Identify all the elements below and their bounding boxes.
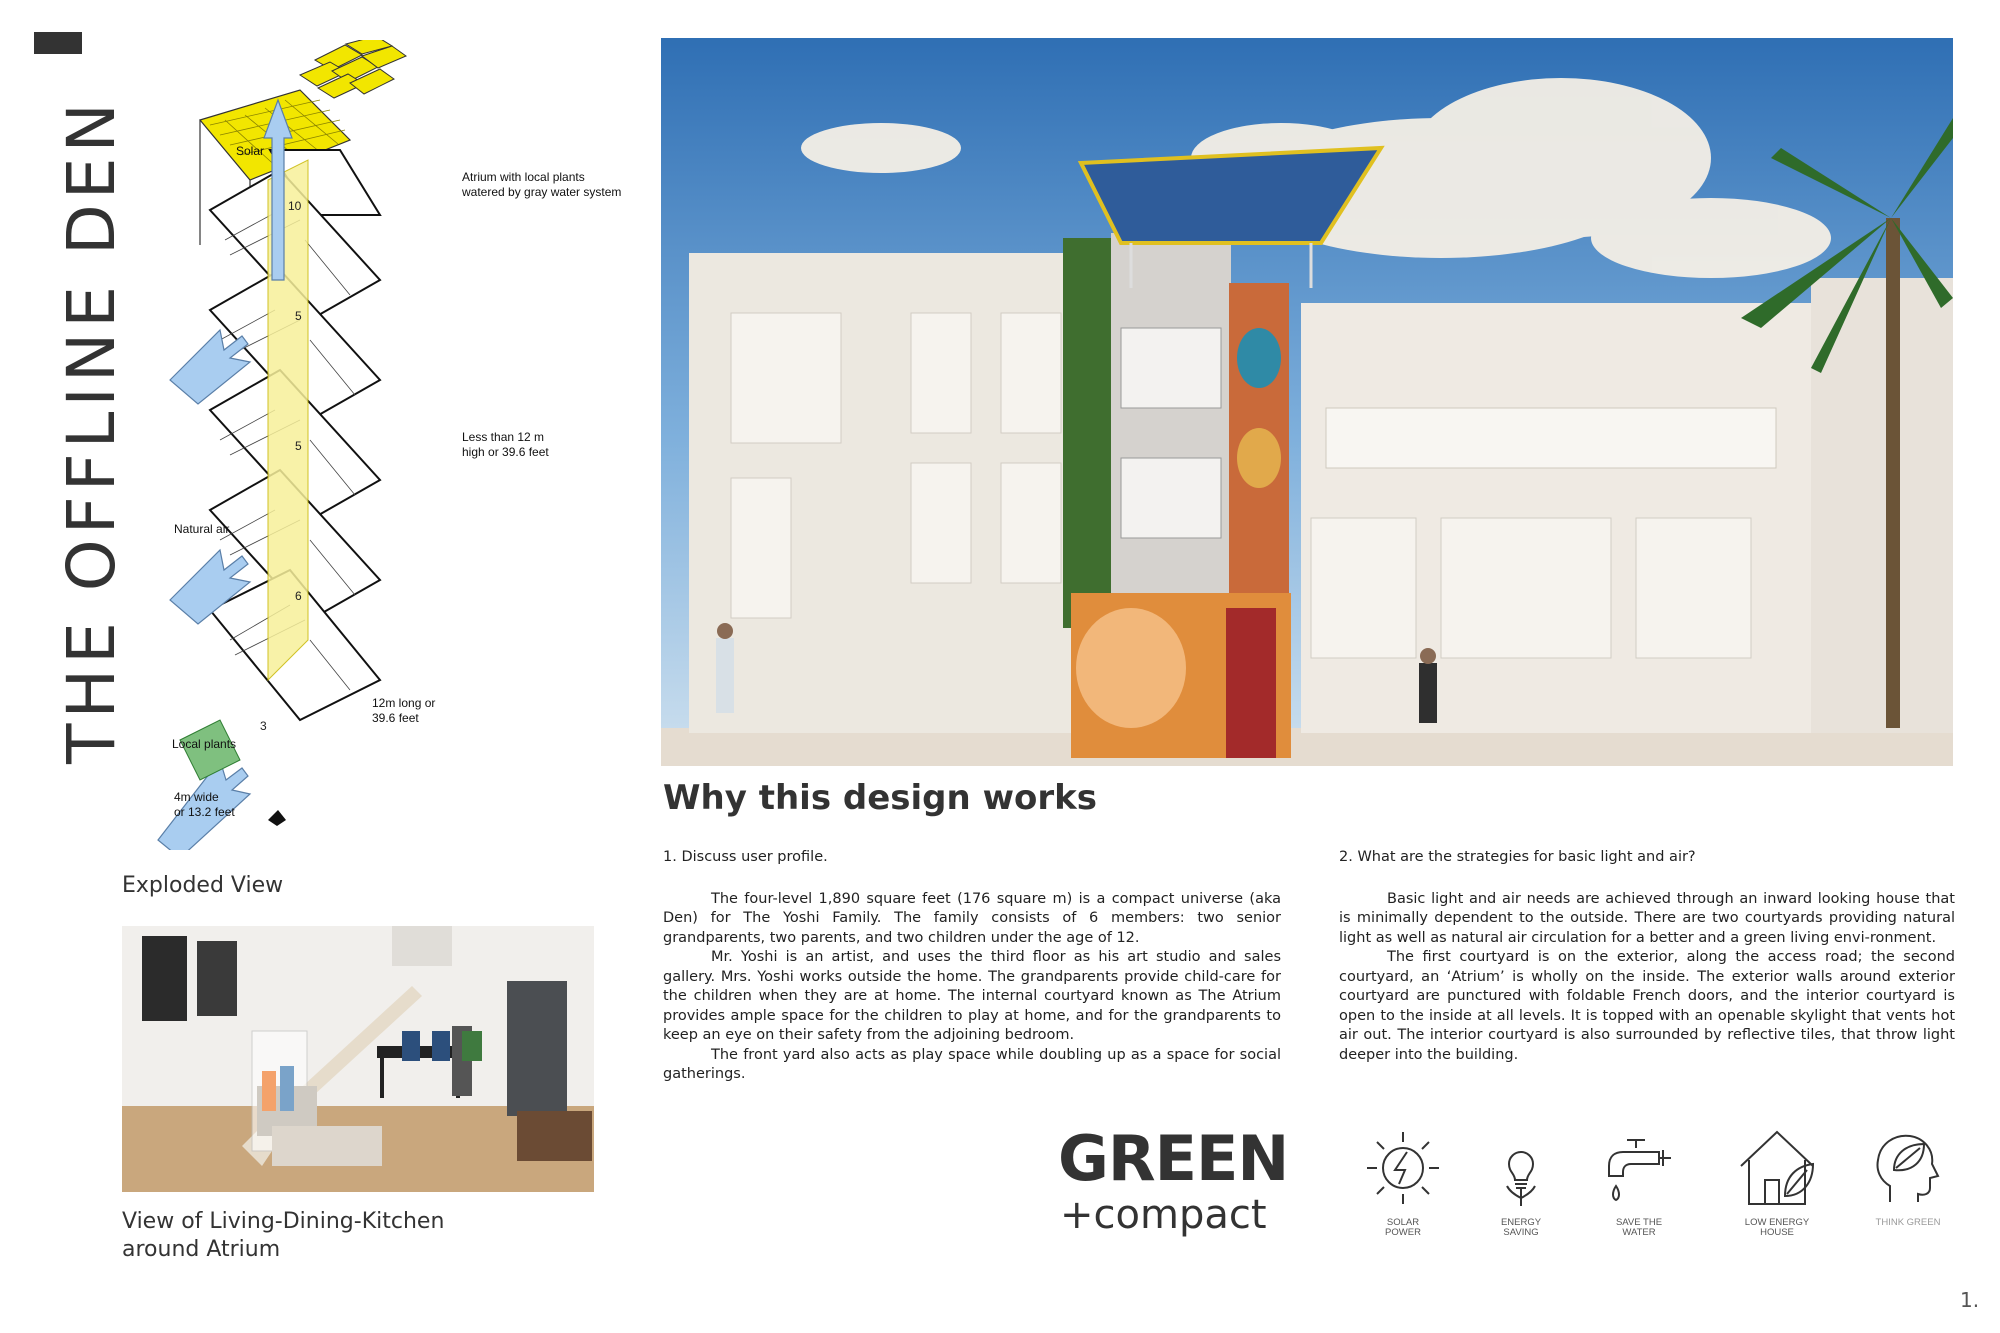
floor-number-label: 3	[260, 719, 267, 733]
tagline-compact: +compact	[1060, 1192, 1267, 1238]
exploded-diagram-drawing	[150, 40, 640, 850]
tagline-green: GREEN	[1058, 1122, 1289, 1195]
question-2: 2. What are the strategies for basic light and air?	[1339, 849, 1696, 865]
save-water-icon	[1597, 1126, 1681, 1210]
floor-number-label: 5	[295, 309, 302, 323]
street-view-render-image	[661, 38, 1953, 766]
column-user-profile	[663, 848, 1281, 1085]
exploded-view-diagram	[150, 40, 640, 850]
save-water-feature	[1584, 1126, 1694, 1238]
low-energy-house-icon	[1735, 1126, 1819, 1210]
icon-label: ENERGY SAVING	[1500, 1217, 1542, 1238]
floor-number-label: 6	[295, 589, 302, 603]
floor-number-label: 5	[295, 439, 302, 453]
paragraph: The four-level 1,890 square feet (176 square m) is a compact universe (aka Den) for The Yoshi Family. The family consists of 6 members: two senior grandparents, two parents, and two children under the age of 12.	[663, 890, 1281, 946]
callout-height: Less than 12 m high or 39.6 feet	[462, 430, 549, 459]
solar-panel-tiles	[300, 40, 406, 98]
energy-saving-icon	[1479, 1126, 1563, 1210]
paragraph: Mr. Yoshi is an artist, and uses the third floor as his art studio and sales gallery. Mrs. Yoshi works outside the home. The grandparents provide child-care for the children when they are at home. The internal courtyard known as The Atrium provides ample space for the children to play at home, and for the grandparents to keep an eye on their safety from the adjoining bedroom.	[663, 949, 1281, 1043]
low-energy-house-feature	[1712, 1126, 1842, 1238]
page-number: 1.	[1960, 1288, 1980, 1312]
icon-label: LOW ENERGY HOUSE	[1744, 1217, 1810, 1238]
section-heading: Why this design works	[663, 778, 1097, 818]
page-title: THE OFFLINE DEN	[53, 98, 130, 764]
think-green-feature	[1848, 1126, 1968, 1228]
callout-atrium: Atrium with local plants watered by gray water system	[462, 170, 622, 199]
question-1: 1. Discuss user profile.	[663, 849, 828, 865]
paragraph: The front yard also acts as play space while doubling up as a space for social gatherings.	[663, 1046, 1281, 1082]
north-arrow-icon	[268, 810, 286, 826]
callout-solar: Solar	[236, 144, 265, 158]
icon-label: THINK GREEN	[1875, 1217, 1941, 1228]
callout-width: 4m wide or 13.2 feet	[174, 790, 235, 819]
floor-number-label: 10	[288, 199, 302, 213]
paragraph: Basic light and air needs are achieved through an inward looking house that is minimally dependent to the outside. There are two courtyards providing natural light as well as natural air circulation for a better and a green living envi-ronment.	[1339, 890, 1955, 946]
callout-length: 12m long or 39.6 feet	[372, 696, 436, 725]
icon-label: SAVE THE WATER	[1615, 1217, 1663, 1238]
solar-power-feature	[1348, 1126, 1458, 1238]
column-light-air	[1339, 848, 1955, 1065]
interior-render-image	[122, 926, 594, 1192]
solar-power-icon	[1361, 1126, 1445, 1210]
energy-saving-feature	[1466, 1126, 1576, 1238]
think-green-icon	[1866, 1126, 1950, 1210]
paragraph: The first courtyard is on the exterior, along the access road; the second courtyard, an ‘Atrium’ is wholly on the inside. The exterior walls around exterior courtyard are punctured with foldable French doors, and the interior courtyard is open to the inside at all levels. It is topped with an openable skylight that vents hot air out. The interior courtyard is also surrounded by reflective tiles, that throw light deeper into the building.	[1339, 949, 1955, 1063]
callout-natural-air: Natural air	[174, 522, 230, 536]
exploded-view-caption: Exploded View	[122, 873, 284, 898]
icon-label: SOLAR POWER	[1385, 1217, 1421, 1238]
callout-local-plants: Local plants	[172, 737, 237, 751]
interior-caption: View of Living-Dining-Kitchen around Atrium	[122, 1209, 445, 1262]
title-accent-bar	[34, 32, 82, 54]
